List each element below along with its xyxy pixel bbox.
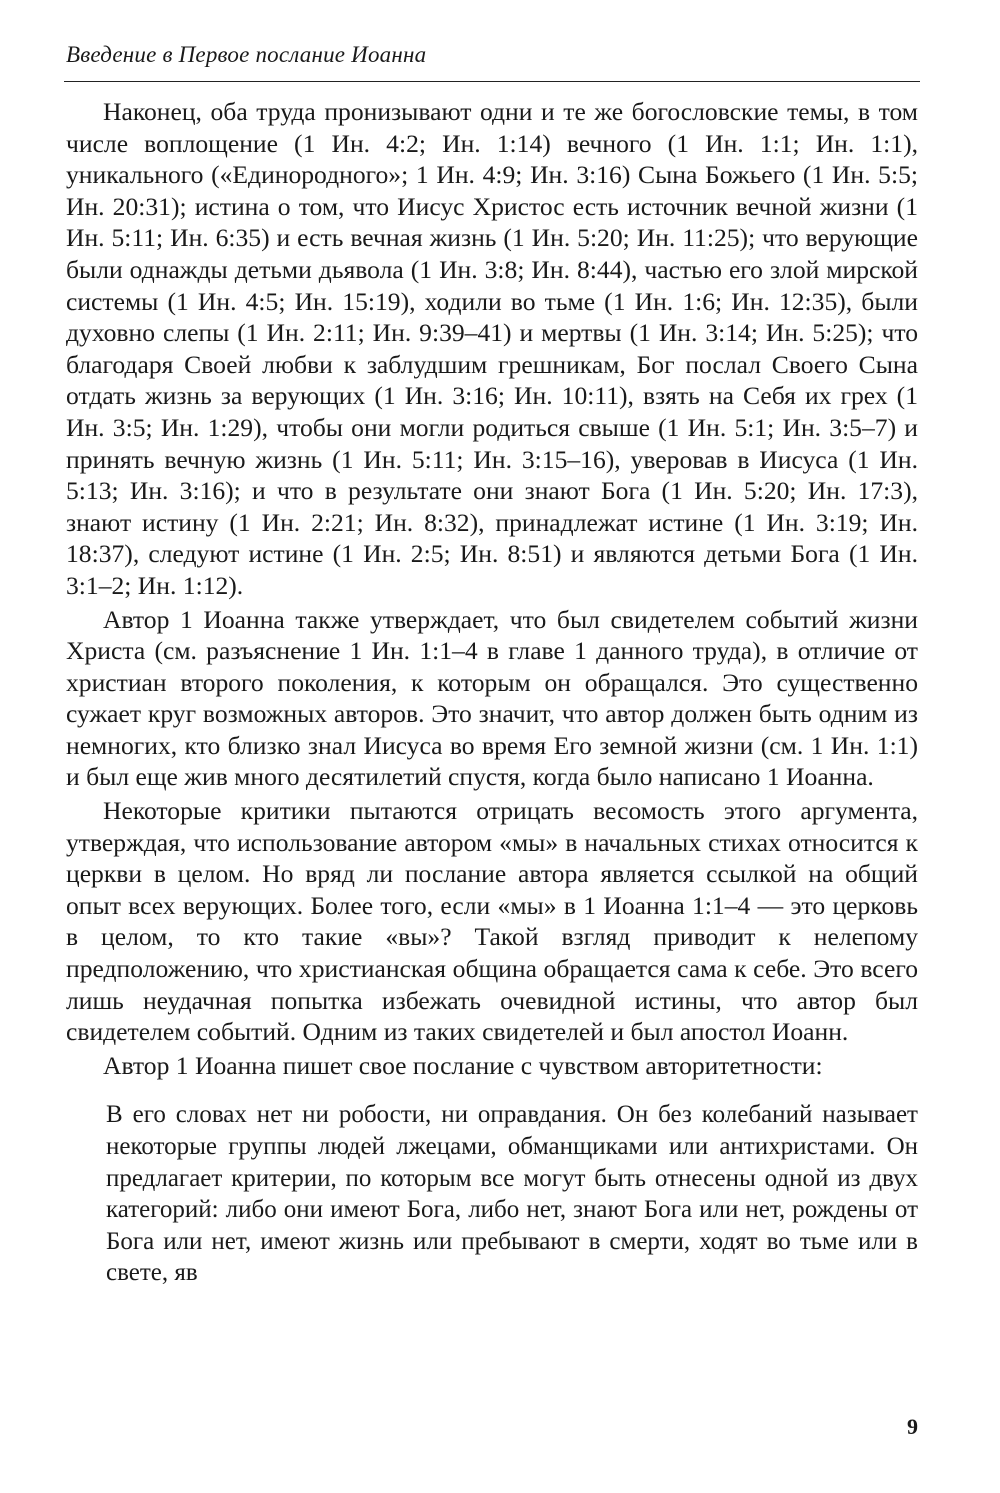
main-text bbox=[66, 96, 918, 1289]
paragraph-2: Автор 1 Иоанна также утверждает, что был свидетелем событий жизни Христа (см. разъяснение 1 Ин. 1:1–4 в главе 1 данного труда), в отличие от христиан второго поколения, к которым он обращался. Это существенно сужает круг возможных авторов. Это значит, что автор должен быть одним из немногих, кто близко знал Иисуса во время Его земной жизни (см. 1 Ин. 1:1) и был еще жив много десятилетий спустя, когда было написано 1 Иоанна. bbox=[66, 604, 918, 792]
block-quote: В его словах нет ни робости, ни оправдания. Он без колебаний называет некоторые группы людей лжецами, обманщиками или антихристами. Он предлагает критерии, по которым все могут быть отнесены одной из двух категорий: либо они имеют Бога, либо нет, знают Бога или нет, рождены от Бога или нет, имеют жизнь или пребывают в смерти, ходят во тьме или в свете, яв bbox=[106, 1101, 918, 1287]
paragraph-3: Некоторые критики пытаются отрицать весомость этого аргумента, утверждая, что использование автором «мы» в начальных стихах относится к церкви в целом. Но вряд ли послание автора является ссылкой на общий опыт всех верующих. Более того, если «мы» в 1 Иоанна 1:1–4 — это церковь в целом, то кто такие «вы»? Такой взгляд приводит к нелепому предположению, что христианская община обращается сама к себе. Это всего лишь неудачная попытка избежать очевидной истины, что автор был свидетелем событий. Одним из таких свидетелей и был апостол Иоанн. bbox=[66, 796, 918, 1047]
header-divider bbox=[64, 81, 920, 82]
paragraph-4: Автор 1 Иоанна пишет свое послание с чувством авторитетности: bbox=[103, 1050, 823, 1080]
running-head-title: Введение в Первое послание Иоанна bbox=[66, 42, 427, 67]
page-number: 9 bbox=[907, 1414, 918, 1439]
paragraph-1: Наконец, оба труда пронизывают одни и те же богословские темы, в том числе воплощение (1 Ин. 4:2; Ин. 1:14) вечного (1 Ин. 1:1; Ин. 1:1), уникального («Единородного»; 1 Ин. 4:9; Ин. 3:16) Сына Божьего (1 Ин. 5:5; Ин. 20:31); истина о том, что Иисус Христос есть источник вечной жизни (1 Ин. 5:11; Ин. 6:35) и есть вечная жизнь (1 Ин. 5:20; Ин. 11:25); что верующие были однажды детьми дьявола (1 Ин. 3:8; Ин. 8:44), частью его злой мирской системы (1 Ин. 4:5; Ин. 15:19), ходили во тьме (1 Ин. 1:6; Ин. 12:35), были духовно слепы (1 Ин. 2:11; Ин. 9:39–41) и мертвы (1 Ин. 3:14; Ин. 5:25); что благодаря Своей любви к заблудшим грешникам, Бог послал Своего Сына отдать жизнь за верующих (1 Ин. 3:16; Ин. 10:11), взять на Себя их грех (1 Ин. 3:5; Ин. 1:29), чтобы они могли родиться свыше (1 Ин. 5:1; Ин. 3:5–7) и принять вечную жизнь (1 Ин. 5:11; Ин. 3:15–16), уверовав в Иисуса (1 Ин. 5:13; Ин. 3:16); и что в результате они знают Бога (1 Ин. 5:20; Ин. 17:3), знают истину (1 Ин. 2:21; Ин. 8:32), принадлежат истине (1 Ин. 3:19; Ин. 18:37), следуют истине (1 Ин. 2:5; Ин. 8:51) и являются детьми Бога (1 Ин. 3:1–2; Ин. 1:12). bbox=[66, 97, 918, 600]
